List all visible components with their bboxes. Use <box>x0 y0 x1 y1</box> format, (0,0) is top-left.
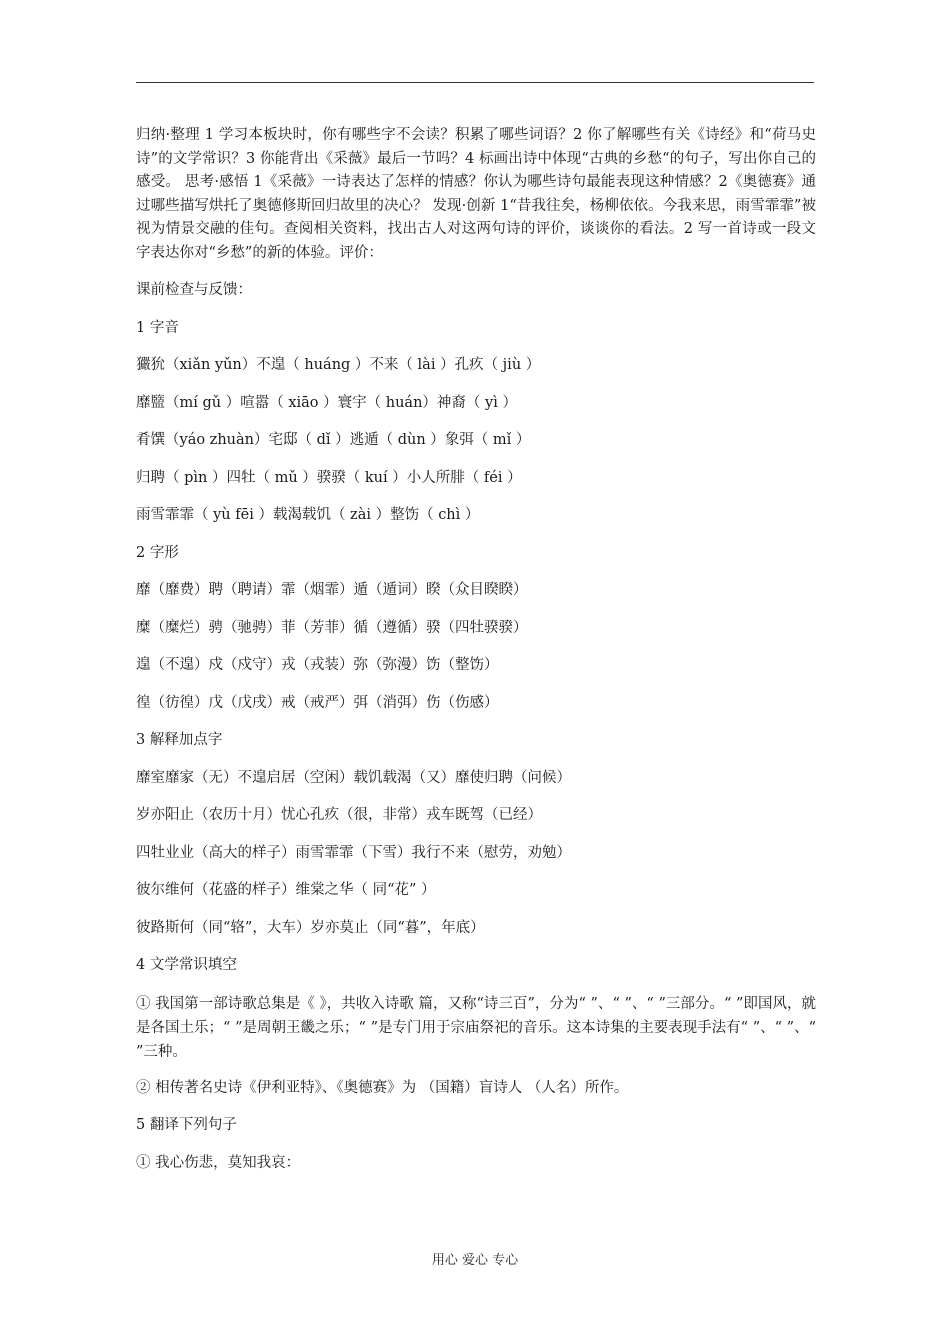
translation-item-1: ① 我心伤悲，莫知我哀： <box>136 1154 301 1171</box>
pronunciation-line: 玁狁（xiǎn yǔn）不遑（ huáng ）不来（ lài ）孔疚（ jiù ） <box>136 357 541 373</box>
pronunciation-line: 归聘（ pìn ）四牡（ mǔ ）骙骙（ kuí ）小人所腓（ féi ） <box>136 469 522 486</box>
glyph-form-line: 徨（彷徨）戊（戊戌）戒（戒严）弭（消弭）伤（伤感） <box>136 694 499 711</box>
header-rule <box>136 82 814 83</box>
pronunciation-line: 靡盬（mí gǔ ）喧嚣（ xiāo ）寰宇（ huán）神裔（ yì ） <box>136 394 517 411</box>
glyph-form-line: 糜（糜烂）骋（驰骋）菲（芳菲）循（遵循）骙（四牡骙骙） <box>136 619 528 636</box>
explanation-line: 四牡业业（高大的样子）雨雪霏霏（下雪）我行不来（慰劳，劝勉） <box>136 844 571 861</box>
heading-translation: 5 翻译下列句子 <box>136 1117 237 1133</box>
heading-pronunciation: 1 字音 <box>136 319 179 336</box>
literary-knowledge-item-2: ② 相传著名史诗《伊利亚特》、《奥德赛》为 （国籍）盲诗人 （人名）所作。 <box>136 1079 629 1096</box>
heading-literary-knowledge: 4 文学常识填空 <box>136 957 237 973</box>
heading-explanation: 3 解释加点字 <box>136 732 223 748</box>
intro-paragraph: 归纳·整理 1 学习本板块时，你有哪些字不会读？积累了哪些词语？2 你了解哪些有关《诗经》和“荷马史诗”的文学常识？3 你能背出《采薇》最后一节吗？4 标画出诗中体现“古典的乡愁“的句子，写出你自己的感受。 思考·感悟 1《采薇》一诗表达了怎样的情感？你认为哪些诗句最能表现这种情感？2《奥德赛》通过哪些描写烘托了奥德修斯回归故里的决心？ 发现·创新 1“昔我往矣，杨柳依依。今我来思，雨雪霏霏”被视为情景交融的佳句。查阅相关资料，找出古人对这两句诗的评价，谈谈你的看法。2 写一首诗或一段文字表达你对“乡愁”的新的体验。评价： <box>136 127 816 261</box>
literary-knowledge-item-1: ① 我国第一部诗歌总集是《 》，共收入诗歌 篇，又称“诗三百”，分为“ ”、“ ”、“ ”三部分。“ ”即国风，就是各国土乐；“ ”是周朝王畿之乐；“ ”是专门用于宗庙祭祀的音乐。这本诗集的主要表现手法有“ ”、“ ”、“ ”三种。 <box>136 995 816 1060</box>
document-body <box>136 124 816 1189</box>
explanation-line: 靡室靡家（无）不遑启居（空闲）载饥载渴（又）靡使归聘（问候） <box>136 769 571 786</box>
page-footer: 用心 爱心 专心 <box>431 1253 519 1268</box>
glyph-form-line: 靡（靡费）聘（聘请）霏（烟霏）遁（遁词）睽（众目睽睽） <box>136 582 528 598</box>
section-title: 课前检查与反馈： <box>136 282 252 298</box>
pronunciation-line: 肴馔（yáo zhuàn）宅邸（ dǐ ）逃遁（ dùn ）象弭（ mǐ ） <box>136 432 531 448</box>
explanation-line: 彼尔维何（花盛的样子）维棠之华（ 同“花” ） <box>136 882 436 898</box>
explanation-line: 岁亦阳止（农历十月）忧心孔疚（很，非常）戎车既驾（已经） <box>136 807 542 823</box>
glyph-form-line: 遑（不遑）戍（戍守）戎（戎装）弥（弥漫）饬（整饬） <box>136 657 499 673</box>
pronunciation-line: 雨雪霏霏（ yù fēi ）载渴载饥（ zài ）整饬（ chì ） <box>136 507 480 523</box>
heading-glyph-form: 2 字形 <box>136 544 179 561</box>
explanation-line: 彼路斯何（同“辂”，大车）岁亦莫止（同“暮”，年底） <box>136 919 485 936</box>
